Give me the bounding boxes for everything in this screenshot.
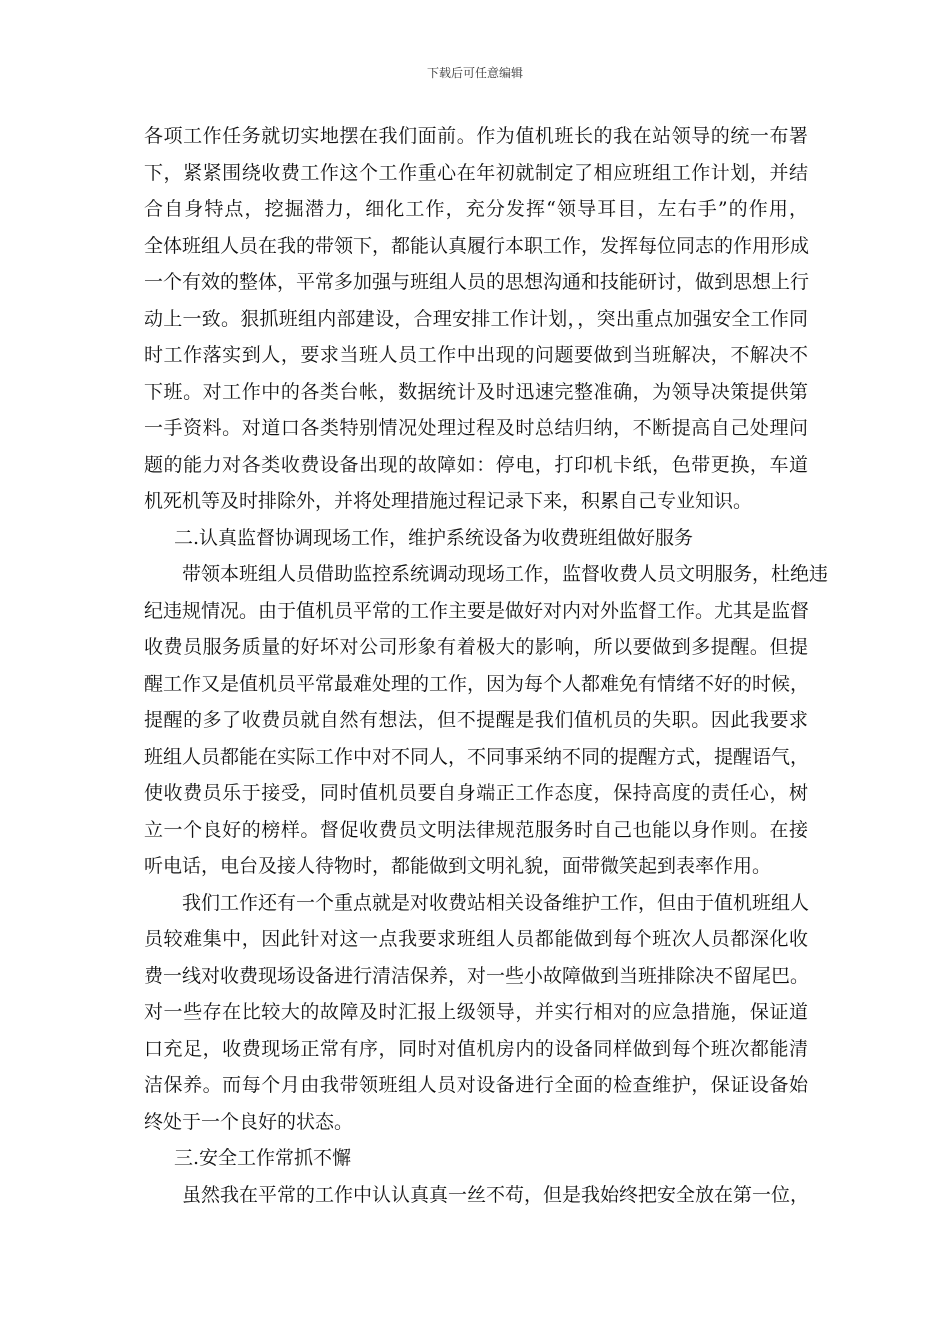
text-line: 对一些存在比较大的故障及时汇报上级领导，并实行相对的应急措施，保证道 xyxy=(144,1001,808,1023)
text-line: 洁保养。而每个月由我带领班组人员对设备进行全面的检查维护，保证设备始 xyxy=(144,1074,808,1096)
text-line: 合自身特点，挖掘潜力，细化工作，充分发挥“领导耳目，左右手”的作用， xyxy=(144,198,808,220)
text-line: 各项工作任务就切实地摆在我们面前。作为值机班长的我在站领导的统一布署 xyxy=(144,125,808,147)
text-line: 口充足，收费现场正常有序，同时对值机房内的设备同样做到每个班次都能清 xyxy=(144,1037,808,1060)
section-heading: 三.安全工作常抓不懈 xyxy=(174,1147,352,1169)
text-line: 纪违规情况。由于值机员平常的工作主要是做好对内对外监督工作。尤其是监督 xyxy=(144,599,810,622)
text-line: 醒工作又是值机员平常最难处理的工作，因为每个人都难免有情绪不好的时候， xyxy=(144,672,810,695)
text-line: 员较难集中，因此针对这一点我要求班组人员都能做到每个班次人员都深化收 xyxy=(144,928,808,950)
text-line: 我们工作还有一个重点就是对收费站相关设备维护工作，但由于值机班组人 xyxy=(182,891,810,914)
text-line: 全体班组人员在我的带领下，都能认真履行本职工作，发挥每位同志的作用形成 xyxy=(144,234,810,257)
text-line: 终处于一个良好的状态。 xyxy=(144,1110,354,1133)
text-line: 使收费员乐于接受，同时值机员要自身端正工作态度，保持高度的责任心，树 xyxy=(144,782,808,804)
text-line: 时工作落实到人，要求当班人员工作中出现的问题要做到当班解决，不解决不 xyxy=(144,344,808,366)
text-line: 立一个良好的榜样。督促收费员文明法律规范服务时自己也能以身作则。在接 xyxy=(144,818,808,841)
text-line: 一个有效的整体，平常多加强与班组人员的思想沟通和技能研讨，做到思想上行 xyxy=(144,271,810,293)
text-line: 机死机等及时排除外，并将处理措施过程记录下来，积累自己专业知识。 xyxy=(144,490,753,512)
page-header: 下载后可任意编辑 xyxy=(426,66,523,80)
text-line: 虽然我在平常的工作中认认真真一丝不苟，但是我始终把安全放在第一位， xyxy=(182,1183,810,1206)
document-body xyxy=(144,118,829,1213)
text-line: 一手资料。对道口各类特别情况处理过程及时总结归纳，不断提高自己处理问 xyxy=(144,417,808,439)
text-line: 下班。对工作中的各类台帐，数据统计及时迅速完整准确，为领导决策提供第 xyxy=(144,380,808,403)
text-line: 带领本班组人员借助监控系统调动现场工作，监督收费人员文明服务，杜绝违 xyxy=(182,563,829,585)
text-line: 动上一致。狠抓班组内部建设，合理安排工作计划，，突出重点加强安全工作同 xyxy=(144,307,808,330)
text-line: 收费员服务质量的好坏对公司形象有着极大的影响，所以要做到多提醒。但提 xyxy=(144,636,808,658)
text-line: 下，紧紧围绕收费工作这个工作重心在年初就制定了相应班组工作计划，并结 xyxy=(144,161,808,184)
text-line: 题的能力对各类收费设备出现的故障如：停电，打印机卡纸，色带更换，车道 xyxy=(144,453,808,476)
text-line: 听电话，电台及接人待物时，都能做到文明礼貌，面带微笑起到表率作用。 xyxy=(144,855,772,877)
section-heading: 二.认真监督协调现场工作，维护系统设备为收费班组做好服务 xyxy=(174,526,694,549)
text-line: 提醒的多了收费员就自然有想法，但不提醒是我们值机员的失职。因此我要求 xyxy=(144,709,808,731)
text-line: 费一线对收费现场设备进行清洁保养，对一些小故障做到当班排除决不留尾巴。 xyxy=(144,964,810,987)
text-line: 班组人员都能在实际工作中对不同人，不同事采纳不同的提醒方式，提醒语气， xyxy=(144,745,810,768)
